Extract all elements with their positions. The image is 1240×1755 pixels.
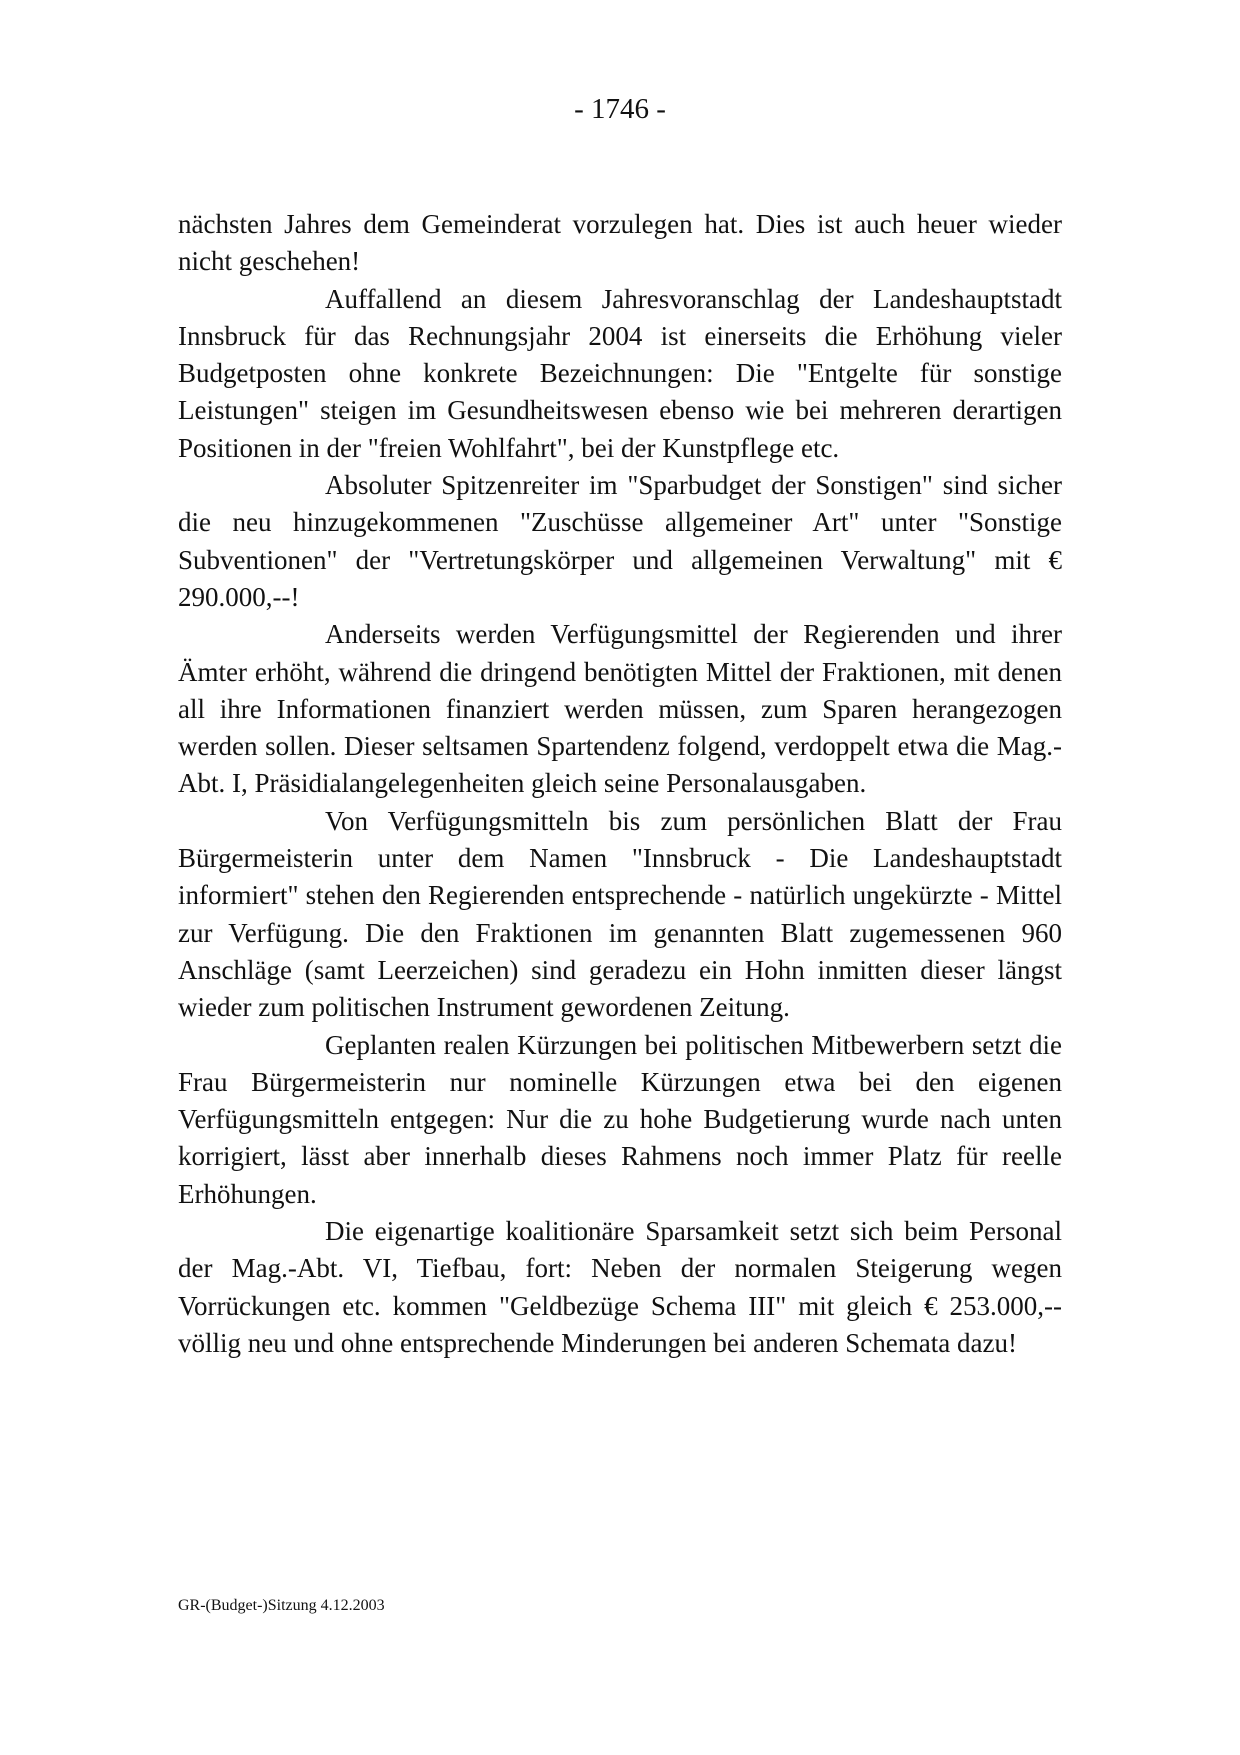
paragraph-1: nächsten Jahres dem Gemeinderat vorzulegen hat. Dies ist auch heuer wieder nicht geschehen! — [178, 209, 1062, 277]
paragraph-7: Die eigenartige koalitionäre Sparsamkeit setzt sich beim Personal der Mag.-Abt. VI, Tiefbau, fort: Neben der normalen Steigerung wegen Vorrückungen etc. kommen "Geldbezüge Schema III" mit gleich € 253.000,-- völlig neu und ohne entsprechende Minderungen bei anderen Schemata dazu! — [178, 1216, 1062, 1358]
paragraph-6: Geplanten realen Kürzungen bei politischen Mitbewerbern setzt die Frau Bürgermeisterin nur nominelle Kürzungen etwa bei den eigenen Verfügungsmitteln entgegen: Nur die zu hohe Budgetierung wurde nach unten korrigiert, lässt aber innerhalb dieses Rahmens noch immer Platz für reelle Erhöhungen. — [178, 1029, 1062, 1209]
paragraph-2: Auffallend an diesem Jahresvoranschlag der Landeshauptstadt Innsbruck für das Rechnungsjahr 2004 ist einerseits die Erhöhung vieler Budgetposten ohne konkrete Bezeichnungen: Die "Entgelte für sonstige Leistungen" steigen im Gesundheitswesen ebenso wie bei mehreren derartigen Positionen in der "freien Wohlfahrt", bei der Kunstpflege etc. — [178, 283, 1062, 463]
page-number: - 1746 - — [574, 93, 666, 125]
paragraph-5: Von Verfügungsmitteln bis zum persönlichen Blatt der Frau Bürgermeisterin unter dem Namen "Innsbruck - Die Landeshauptstadt informiert" stehen den Regierenden entsprechende - natürlich ungekürzte - Mittel zur Verfügung. Die den Fraktionen im genannten Blatt zugemessenen 960 Anschläge (samt Leerzeichen) sind geradezu ein Hohn inmitten dieser längst wieder zum politischen Instrument gewordenen Zeitung. — [178, 805, 1062, 1023]
paragraph-4: Anderseits werden Verfügungsmittel der Regierenden und ihrer Ämter erhöht, während die dringend benötigten Mittel der Fraktionen, mit denen all ihre Informationen finanziert werden müssen, zum Sparen herangezogen werden sollen. Dieser seltsamen Spartendenz folgend, verdoppelt etwa die Mag.-Abt. I, Präsidialangelegenheiten gleich seine Personalausgaben. — [178, 619, 1062, 799]
page-footer: GR-(Budget-)Sitzung 4.12.2003 — [178, 1597, 385, 1614]
document-body — [178, 206, 1062, 1362]
paragraph-3: Absoluter Spitzenreiter im "Sparbudget der Sonstigen" sind sicher die neu hinzugekommenen "Zuschüsse allgemeiner Art" unter "Sonstige Subventionen" der "Vertretungskörper und allgemeinen Verwaltung" mit € 290.000,--! — [178, 470, 1062, 612]
